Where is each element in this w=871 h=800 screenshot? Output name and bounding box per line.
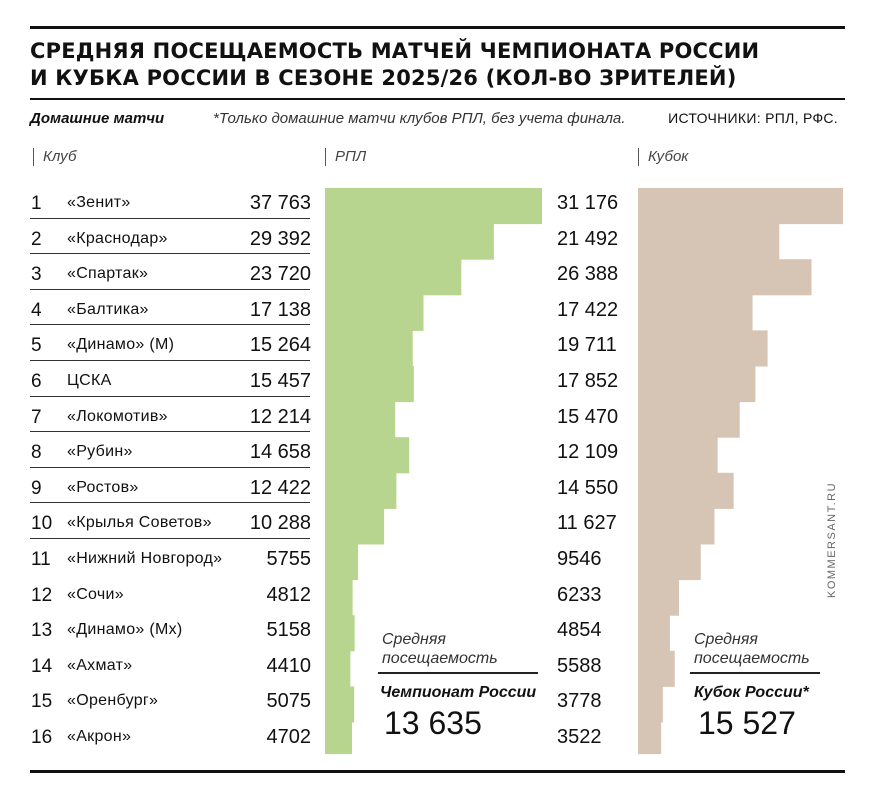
cup-value-label: 4854 [557,619,602,642]
club-name: «Балтика» [67,300,149,318]
rank-number: 14 [31,655,53,677]
cup-value-label: 31 176 [557,192,619,214]
club-name: «Краснодар» [67,229,168,247]
club-name: «Ахмат» [67,656,133,674]
table-row [0,470,871,506]
bottom-rule [30,770,845,773]
rank-number: 11 [31,549,51,570]
rpl-value-label: 4702 [266,726,311,748]
rank-number: 7 [31,406,42,428]
table-row [0,505,871,541]
cup-value-label: 19 711 [557,334,617,357]
rank-number: 3 [31,264,42,286]
row-divider [30,431,310,432]
column-header-club: Клуб [33,148,76,166]
club-name: «Локомотив» [67,407,168,425]
rpl-summary-label: Средняя посещаемость [382,631,498,667]
row-divider [30,396,310,397]
rpl-value-label: 37 763 [249,192,311,214]
table-row [0,399,871,435]
table-row [0,327,871,363]
cup-value-label: 21 492 [557,227,619,250]
row-divider [30,218,310,219]
club-name: «Ростов» [67,478,139,496]
table-row [0,434,871,470]
row-divider [30,467,310,468]
row-divider [30,360,310,361]
rank-number: 10 [31,513,53,535]
cup-summary-value: 15 527 [698,705,796,741]
cup-value-label: 14 550 [557,476,619,499]
cup-value-label: 26 388 [557,263,619,286]
table-row [0,185,871,221]
row-divider [30,538,310,539]
table-row [0,577,871,613]
row-divider [30,324,310,325]
rank-number: 6 [31,371,42,392]
rpl-value-label: 12 214 [249,405,311,428]
rank-number: 15 [31,691,53,713]
cup-value-label: 9546 [557,548,602,570]
rank-number: 8 [31,442,42,464]
rpl-value-label: 12 422 [249,476,311,499]
club-name: «Оренбург» [67,692,159,710]
table-row [0,292,871,328]
row-divider [30,289,310,290]
club-name: «Динамо» (М) [67,336,175,354]
cup-value-label: 17 422 [557,298,619,321]
club-name: «Сочи» [67,585,124,603]
cup-value-label: 5588 [557,654,602,677]
table-row [0,363,871,399]
table-row [0,256,871,292]
rank-number: 2 [31,228,42,250]
rank-number: 1 [31,193,42,214]
club-name: «Зенит» [67,194,131,211]
rank-number: 12 [31,584,53,606]
cup-summary-title: Кубок России* [694,684,809,701]
cup-value-label: 15 470 [557,405,619,428]
column-header-rpl: РПЛ [325,148,366,166]
rpl-value-label: 17 138 [249,298,311,321]
rank-number: 5 [31,335,42,357]
club-name: «Нижний Новгород» [67,550,223,567]
sources: ИСТОЧНИКИ: РПЛ, РФС. [668,110,838,126]
row-divider [30,253,310,254]
cup-value-label: 6233 [557,583,602,606]
rpl-value-label: 5158 [266,619,311,642]
cup-summary-label: Средняя посещаемость [694,631,810,667]
watermark: KOMMERSANT.RU [826,481,838,598]
subheader-home-matches: Домашние матчи [30,110,165,127]
cup-value-label: 3778 [557,690,602,713]
rpl-value-label: 5755 [266,548,311,570]
club-name: «Спартак» [67,265,149,283]
rpl-value-label: 10 288 [249,512,311,535]
column-header-cup: Кубок [638,148,688,166]
chart-title-line2: И КУБКА РОССИИ В СЕЗОНЕ 2025/26 (КОЛ-ВО ЗРИТЕЛЕЙ) [30,66,737,90]
rpl-value-label: 23 720 [249,263,311,286]
rpl-value-label: 5075 [266,690,311,713]
cup-value-label: 11 627 [557,512,617,535]
cup-value-label: 17 852 [557,370,619,392]
rpl-value-label: 15 264 [249,334,311,357]
cup-value-label: 3522 [557,726,602,748]
rpl-value-label: 15 457 [249,370,311,392]
rpl-value-label: 4410 [266,654,311,677]
club-name: ЦСКА [67,372,112,389]
row-divider [30,502,310,503]
rank-number: 13 [31,620,53,642]
rpl-value-label: 29 392 [249,227,311,250]
cup-value-label: 12 109 [557,441,619,464]
rpl-summary-value: 13 635 [384,705,482,741]
rank-number: 4 [31,299,42,321]
chart-title-line1: СРЕДНЯЯ ПОСЕЩАЕМОСТЬ МАТЧЕЙ ЧЕМПИОНАТА РОССИИ [30,39,760,63]
table-row [0,221,871,257]
rpl-summary-rule [378,672,538,674]
rpl-value-label: 14 658 [249,441,311,464]
club-name: «Динамо» (Мх) [67,621,183,639]
rpl-summary-title: Чемпионат России [380,684,537,701]
rpl-value-label: 4812 [266,583,311,606]
footnote: *Только домашние матчи клубов РПЛ, без учета финала. [213,110,626,127]
club-name: «Рубин» [67,443,133,461]
rank-number: 9 [31,477,42,499]
club-name: «Крылья Советов» [67,514,212,532]
club-name: «Акрон» [67,728,132,745]
table-row [0,541,871,577]
cup-summary-rule [690,672,820,674]
rank-number: 16 [31,727,53,748]
